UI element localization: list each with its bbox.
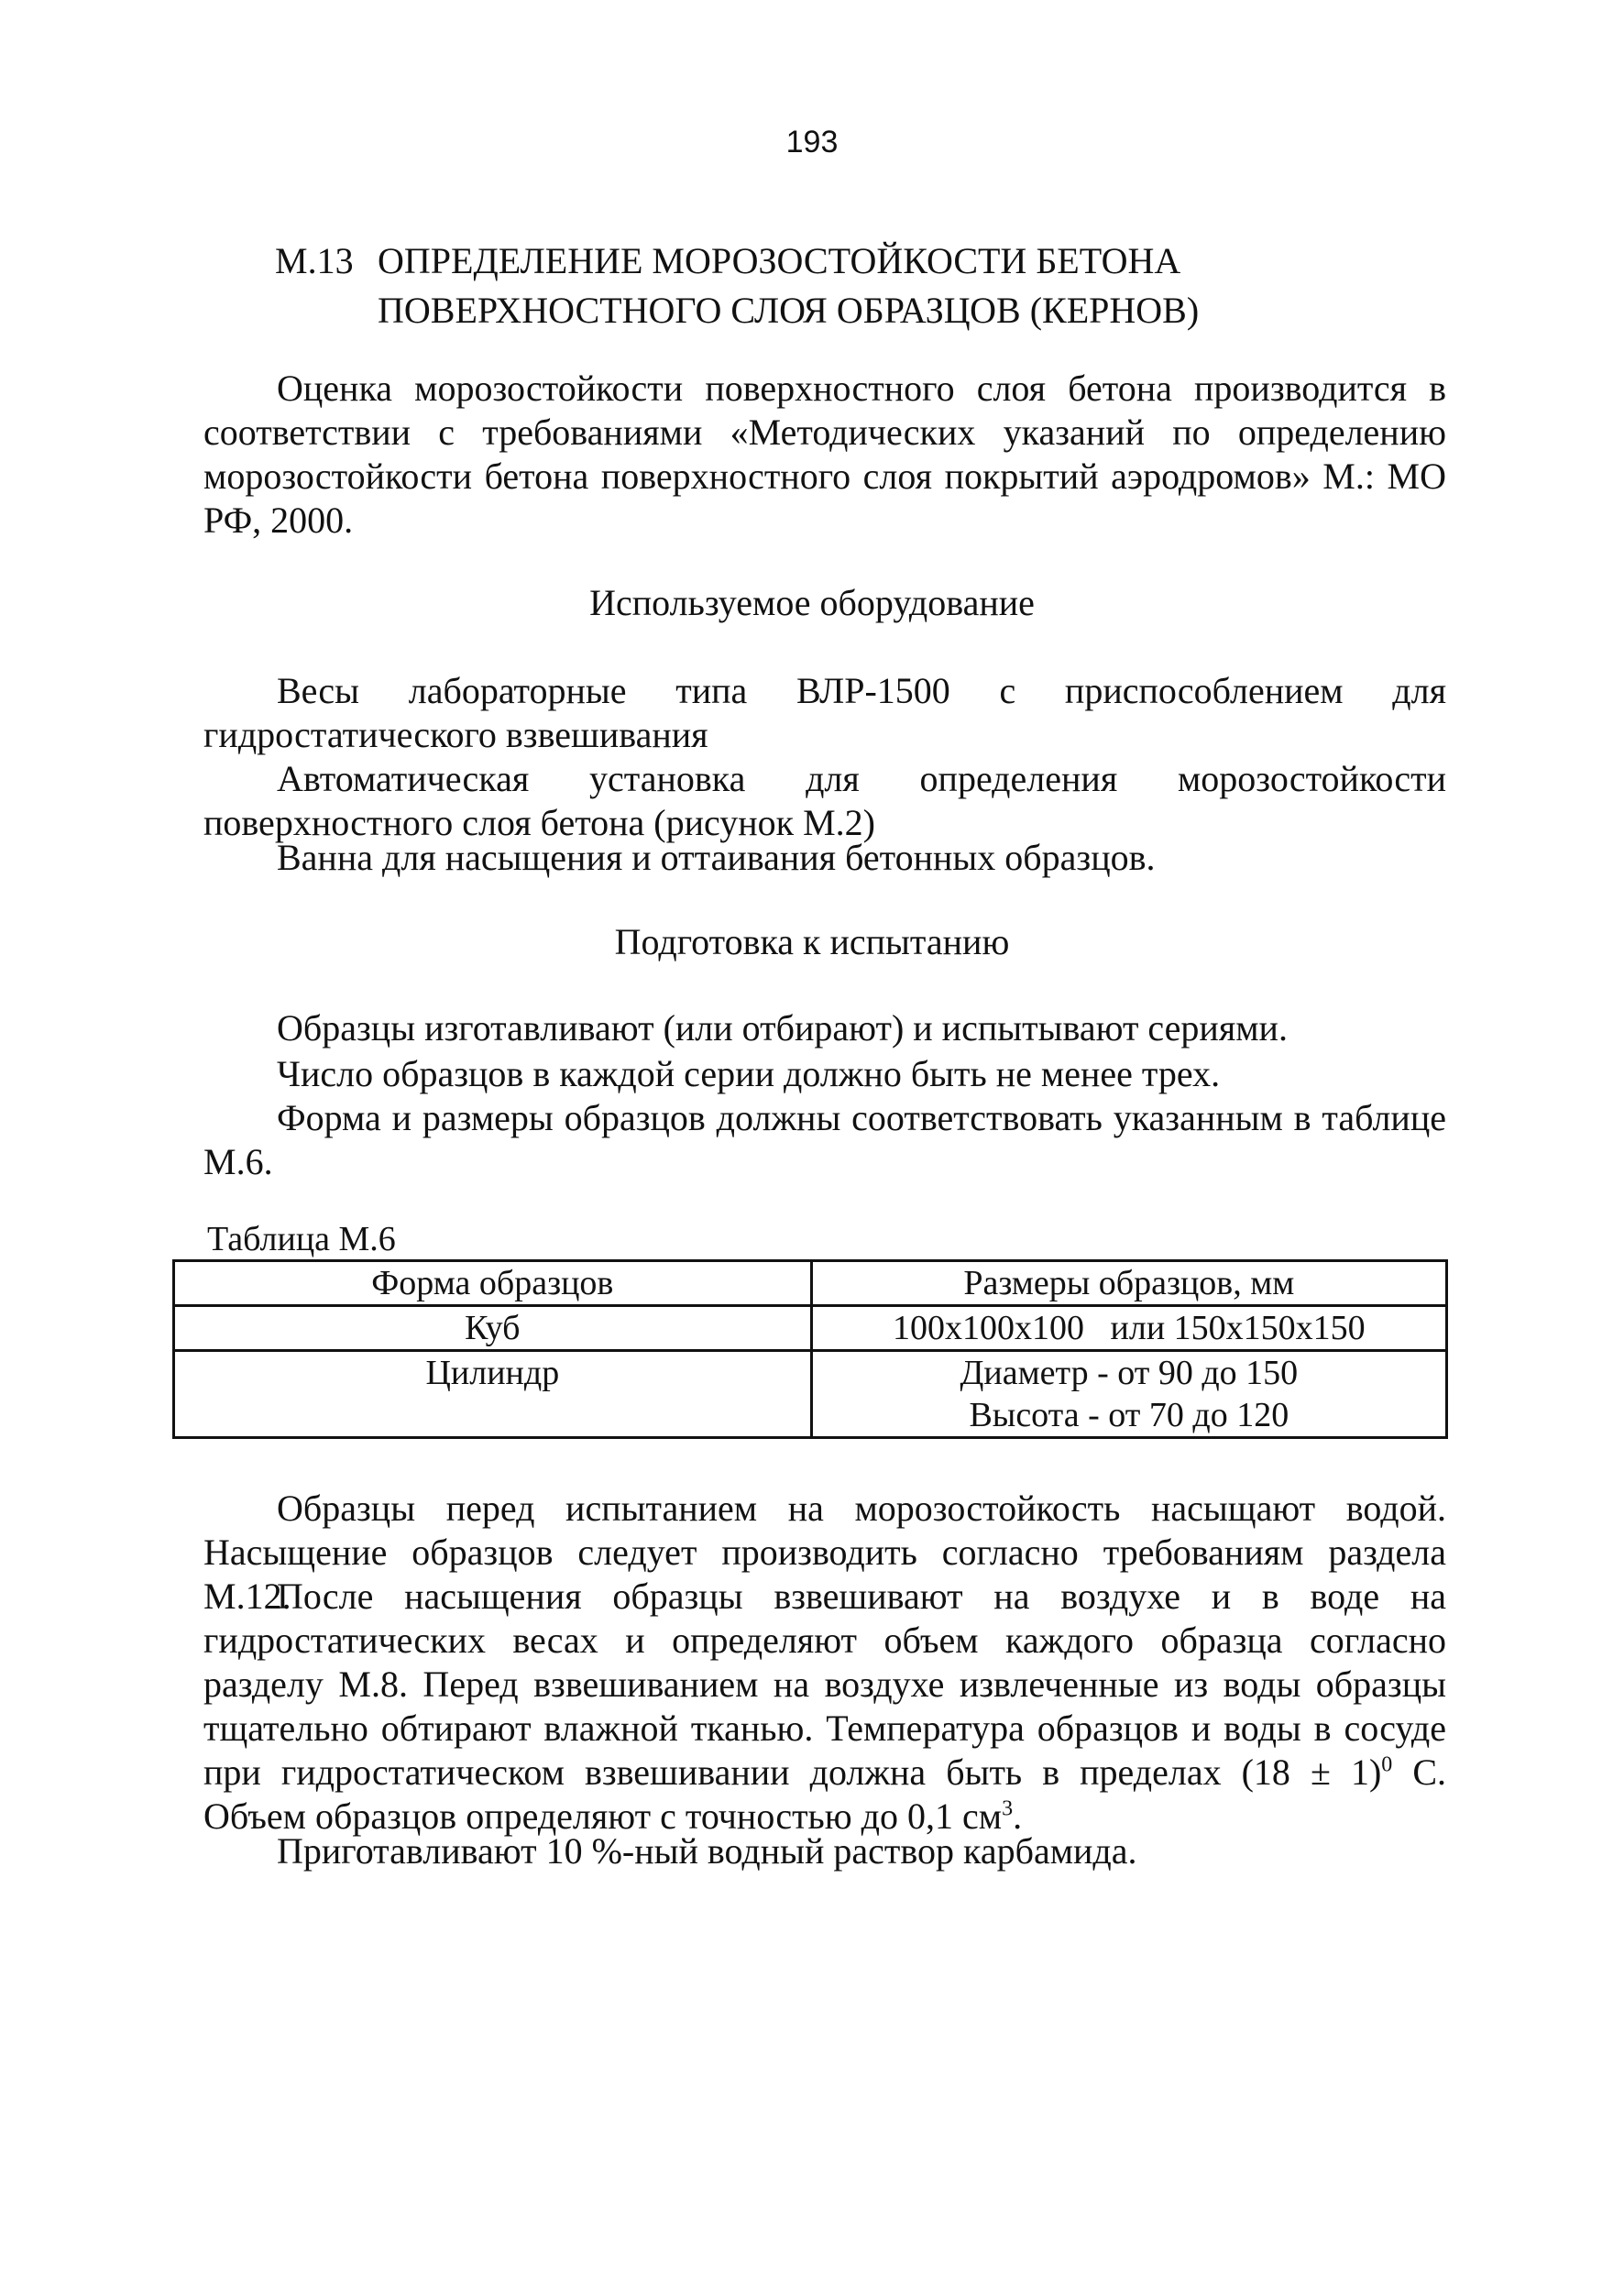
weighing-paragraph [203, 1575, 1446, 1839]
preparation-item: Форма и размеры образцов должны соответствовать указанным в таблице М.6. [203, 1097, 1446, 1182]
table-caption: Таблица М.6 [207, 1220, 396, 1258]
cell-shape: Куб [174, 1306, 812, 1351]
cell-size-line: Высота - от 70 до 120 [969, 1396, 1289, 1434]
section-title-line-2: ПОВЕРХНОСТНОГО СЛОЯ ОБРАЗЦОВ (КЕРНОВ) [378, 290, 1200, 331]
weighing-text: После насыщения образцы взвешивают на воздухе и в воде на гидростатических весах и определяют объем каждого образца согласно разделу М.8. Перед взвешиванием на воздухе извлеченные из воды образцы тщательно обтирают влажной тканью. Температура образцов и воды в сосуде при гидростатическом взвешивании должна быть в пределах (18 ± 1) [203, 1576, 1446, 1793]
solution-paragraph: Приготавливают 10 %-ный водный раствор карбамида. [277, 1830, 1137, 1872]
weighing-text: С. Объем образцов определяют с точностью до 0,1 см [203, 1751, 1446, 1837]
section-title-line-1: ОПРЕДЕЛЕНИЕ МОРОЗОСТОЙКОСТИ БЕТОНА [378, 240, 1181, 281]
equipment-item: Автоматическая установка для определения морозостойкости поверхностного слоя бетона (рисунок М.2) [203, 758, 1446, 843]
header-size: Размеры образцов, мм [811, 1261, 1446, 1306]
section-heading [275, 236, 1466, 335]
equipment-item: Весы лабораторные типа ВЛР-1500 с приспособлением для гидростатического взвешивания [203, 670, 1446, 755]
table-header-row [174, 1261, 1447, 1306]
equipment-item: Ванна для насыщения и оттаивания бетонных образцов. [277, 837, 1156, 878]
cell-shape: Цилиндр [174, 1351, 812, 1438]
preparation-item: Число образцов в каждой серии должно быть не менее трех. [277, 1053, 1221, 1094]
degree-superscript: 0 [1381, 1752, 1393, 1777]
preparation-title: Подготовка к испытанию [614, 921, 1010, 962]
cell-size: 100x100x100 или 150x150x150 [811, 1306, 1446, 1351]
equipment-title: Используемое оборудование [589, 582, 1035, 623]
header-shape: Форма образцов [174, 1261, 812, 1306]
specimen-size-table [172, 1259, 1448, 1439]
cubic-superscript: 3 [1002, 1796, 1014, 1821]
intro-paragraph: Оценка морозостойкости поверхностного слоя бетона производится в соответствии с требованиями «Методических указаний по определению морозостойкости бетона поверхностного слоя покрытий аэродромов» М.: МО РФ, 2000. [203, 368, 1446, 541]
cell-size [811, 1351, 1446, 1438]
weighing-text: . [1013, 1795, 1023, 1837]
table-row [174, 1306, 1447, 1351]
section-number: М.13 [275, 240, 354, 281]
preparation-item: Образцы изготавливают (или отбирают) и испытывают сериями. [277, 1007, 1288, 1049]
table-row [174, 1351, 1447, 1438]
saturation-paragraph: Образцы перед испытанием на морозостойкость насыщают водой. Насыщение образцов следует производить согласно требованиям раздела М.12. [203, 1488, 1446, 1617]
page-number: 193 [785, 125, 839, 159]
cell-size-line: Диаметр - от 90 до 150 [960, 1354, 1299, 1392]
